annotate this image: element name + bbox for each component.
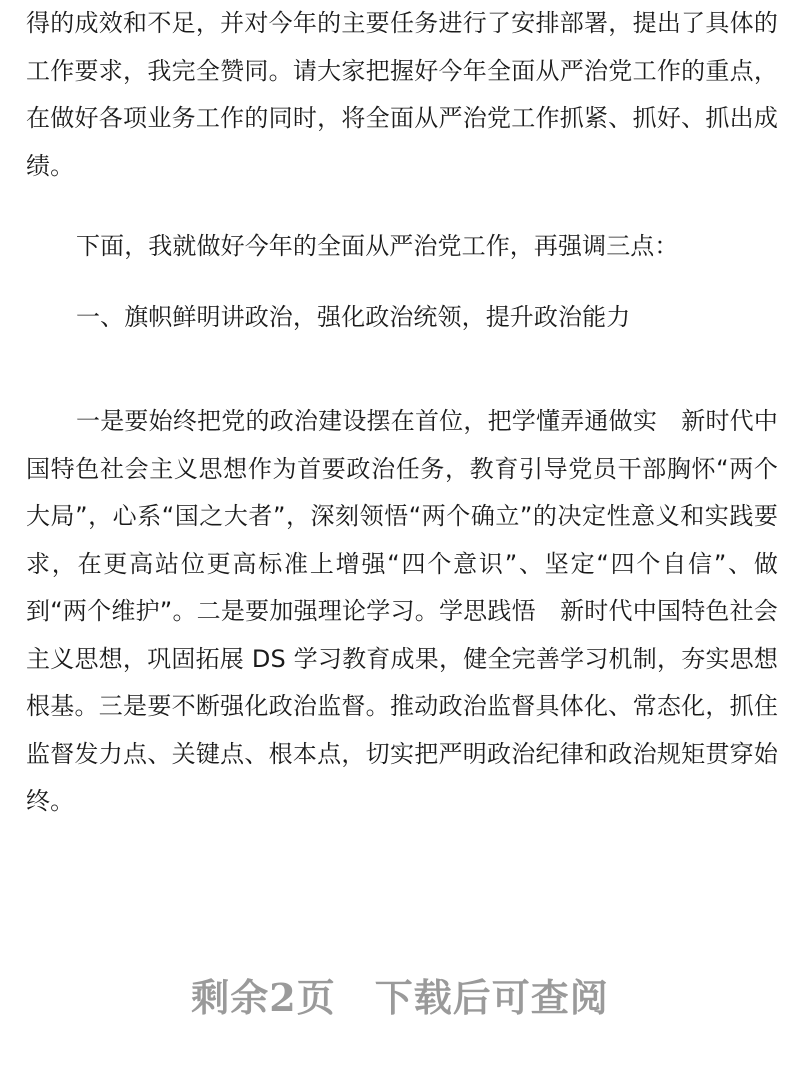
- paragraph-continuation: 得的成效和不足，并对今年的主要任务进行了安排部署，提出了具体的工作要求，我完全赞同。请大家把握好今年全面从严治党工作的重点，在做好各项业务工作的同时，将全面从严治党工作抓紧、抓好、抓出成绩。: [26, 9, 778, 180]
- paragraph-section-1-body: 一是要始终把党的政治建设摆在首位，把学懂弄通做实 新时代中国特色社会主义思想作为首要政治任务，教育引导党员干部胸怀“两个大局”，心系“国之大者”，深刻领悟“两个确立”的决定性意义和实践要求，在更高站位更高标准上增强“四个意识”、坚定“四个自信”、做到“两个维护”。二是要加强理论学习。学思践悟 新时代中国特色社会主义思想，巩固拓展 DS 学习教育成果，健全完善学习机制，夯实思想根基。三是要不断强化政治监督。推动政治监督具体化、常态化，抓住监督发力点、关键点、根本点，切实把严明政治纪律和政治规矩贯穿始终。: [26, 407, 778, 815]
- remaining-pages-notice: 剩余2页 下载后可查阅: [191, 975, 609, 1020]
- section-heading-1: 一、旗帜鲜明讲政治，强化政治统领，提升政治能力: [76, 303, 631, 331]
- paragraph-intro-three-points: 下面，我就做好今年的全面从严治党工作，再强调三点：: [76, 232, 679, 260]
